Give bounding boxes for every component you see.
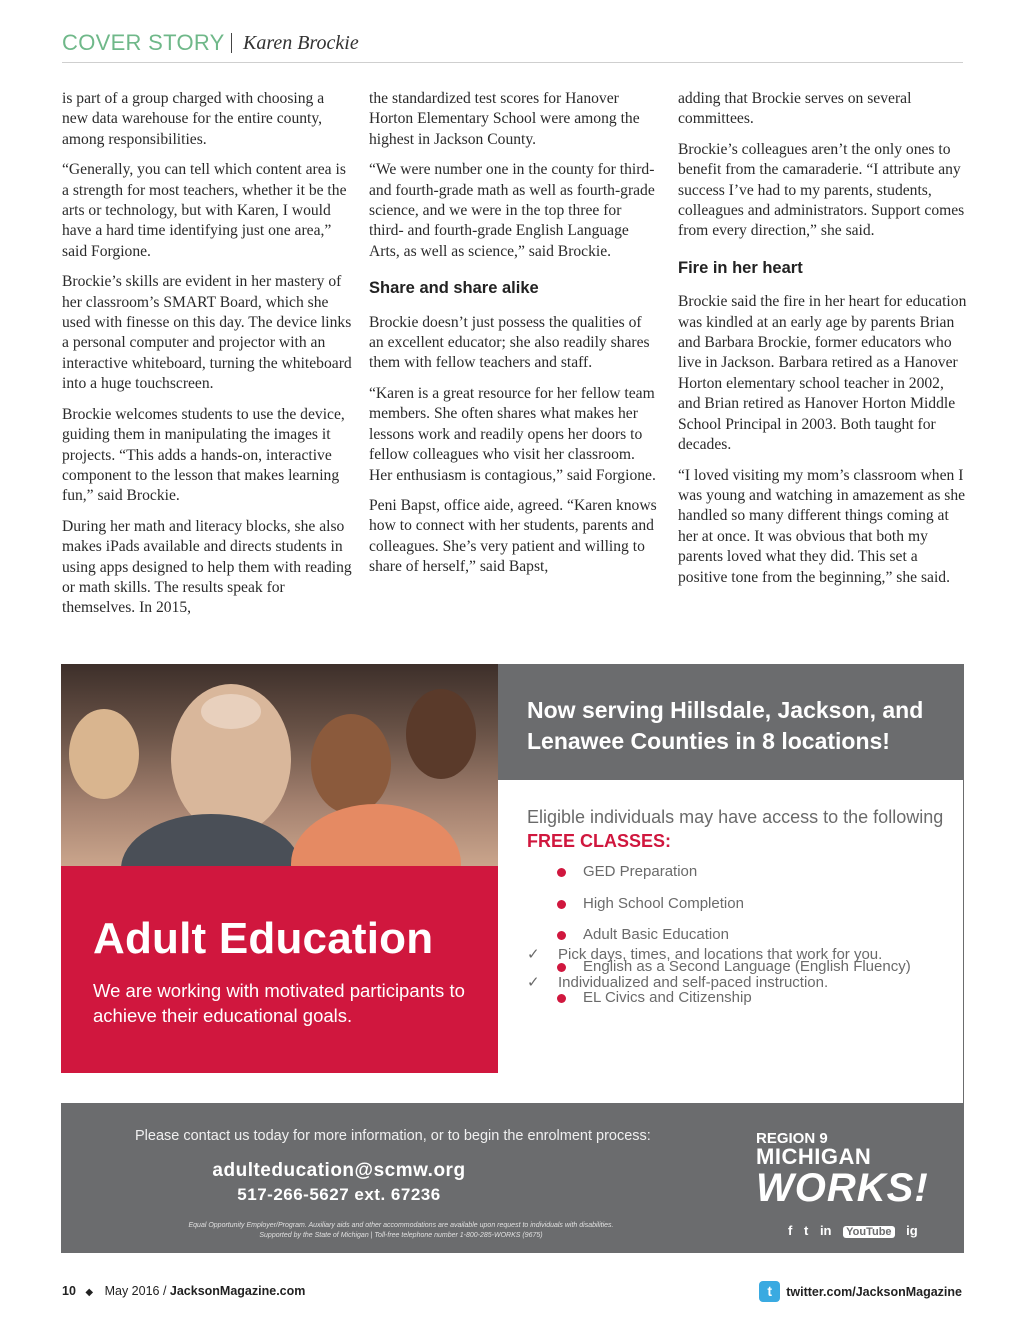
paragraph: “Generally, you can tell which content area is a strength for most teachers, whether it be the arts or technology, but with Karen, I would have a hard time identifying just one area,” said Forgione.	[62, 161, 347, 260]
class-name: GED Preparation	[583, 863, 698, 880]
checkmark-icon: ✓	[527, 946, 540, 963]
twitter-bird-icon: t	[759, 1281, 780, 1302]
page-header	[62, 30, 963, 63]
benefit-list	[527, 945, 882, 1001]
bullet-icon	[557, 931, 566, 940]
ad-classes-panel	[498, 780, 963, 1073]
benefit-text: Pick days, times, and locations that work for you.	[558, 946, 883, 963]
paragraph: Brockie welcomes students to use the device, guiding them in manipulating the images it projects. “This adds a hands-on, interactive component to the lesson that makes learning fun,” said Brockie.	[62, 405, 345, 505]
bullet-icon	[557, 900, 566, 909]
ad-title: Adult Education	[93, 914, 434, 963]
ad-photo	[61, 664, 498, 866]
ad-subtitle: We are working with motivated participants to achieve their educational goals.	[93, 980, 465, 1026]
ad-intro-text: Eligible individuals may have access to the following	[527, 807, 944, 827]
free-classes-label: FREE CLASSES:	[527, 831, 672, 851]
section-label: COVER STORY	[62, 30, 225, 55]
paragraph: “I loved visiting my mom’s classroom when I was young and watching in amazement as she handled so many different things coming at her at once. It was obvious that both my parents loved what they did. This set a positive tone from the beginning,” she said.	[678, 466, 966, 586]
benefit-text: Individualized and self-paced instruction.	[558, 974, 829, 991]
paragraph: Brockie said the fire in her heart for education was kindled at an early age by parents Brian and Barbara Brockie, former educators who live in Jackson. Barbara retired as a Hanover Horton elementary school teacher in 2002, and Brian retired as Hanover Horton Middle School Principal in 2003. Both taught for decades.	[678, 293, 967, 454]
paragraph: During her math and literacy blocks, she also makes iPads available and directs students in using apps designed to help them with reading or math skills. The results speak for themselves. In 2015,	[62, 517, 352, 617]
logo-line-3: WORKS!	[756, 1166, 929, 1210]
class-name: EL Civics and Citizenship	[583, 989, 752, 1006]
ad-intro	[527, 805, 947, 853]
fine-print-line: Equal Opportunity Employer/Program. Auxiliary aids and other accommodations are available upon request to individuals with disabilities.	[188, 1222, 614, 1229]
contact-phone[interactable]: 517-266-5627 ext. 67236	[237, 1185, 441, 1204]
author-name: Karen Brockie	[243, 32, 359, 54]
class-name: Adult Basic Education	[583, 926, 729, 943]
paragraph: is part of a group charged with choosing a new data warehouse for the entire county, among responsibilities.	[62, 90, 325, 148]
ad-contact-panel	[61, 1103, 964, 1253]
twitter-handle[interactable]: twitter.com/JacksonMagazine	[786, 1284, 962, 1299]
website-link[interactable]: JacksonMagazine.com	[169, 1284, 306, 1298]
article-column-2	[369, 89, 659, 588]
linkedin-icon[interactable]: in	[819, 1223, 832, 1238]
subheading: Share and share alike	[369, 279, 539, 298]
class-name: English as a Second Language (English Fluency)	[583, 957, 911, 975]
facebook-icon[interactable]: f	[788, 1223, 793, 1238]
contact-prompt: Please contact us today for more information, or to begin the enrolment process:	[135, 1128, 651, 1144]
checkmark-icon: ✓	[527, 974, 540, 991]
diamond-icon: ◆	[85, 1287, 94, 1298]
paragraph: Brockie’s skills are evident in her mastery of her classroom’s SMART Board, which she used with finesse on this day. The device links a personal computer and projector with an interactive whiteboard, turning the whiteboard into a huge touchscreen.	[62, 273, 352, 393]
list-item	[557, 894, 911, 926]
logo-line-1: REGION 9	[756, 1130, 828, 1147]
contact-email[interactable]: adulteducation@scmw.org	[212, 1160, 466, 1181]
paragraph: the standardized test scores for Hanover Horton Elementary School were among the highest in Jackson County.	[369, 90, 640, 148]
paragraph: “Karen is a great resource for her fellow team members. She often shares what makes her lessons work and readily opens her doors to fellow colleagues who visit her classroom. Her enthusiasm is contagious,” said Forgione.	[369, 384, 656, 484]
class-name: High School Completion	[583, 894, 744, 912]
ad-divider-strip	[61, 1073, 963, 1103]
michigan-works-logo	[756, 1131, 941, 1208]
paragraph: Peni Bapst, office aide, agreed. “Karen knows how to connect with her students, parents and colleagues. She’s very patient and willing to share of herself,” said Bapst,	[369, 496, 657, 576]
issue-date: May 2016 /	[104, 1284, 167, 1298]
fine-print-line: Supported by the State of Michigan | Toll-free telephone number 1-800-285-WORKS (9675)	[259, 1232, 543, 1239]
adult-education-ad[interactable]	[61, 664, 964, 1253]
subheading: Fire in her heart	[678, 258, 803, 277]
article-column-3	[678, 89, 968, 598]
page-number: 10	[62, 1284, 76, 1298]
twitter-icon[interactable]: t	[803, 1223, 809, 1238]
header-divider	[231, 33, 232, 53]
logo-line-2: MICHIGAN	[756, 1144, 872, 1169]
fine-print	[101, 1221, 701, 1241]
paragraph: “We were number one in the county for third- and fourth-grade math as well as fourth-grade science, and we were in the top three for third- and fourth-grade English Language Arts, as well as science,” said Brockie.	[369, 161, 655, 260]
page-footer-right[interactable]	[759, 1281, 962, 1302]
list-item	[527, 945, 882, 973]
instagram-icon[interactable]: ig	[906, 1223, 918, 1238]
paragraph: Brockie’s colleagues aren’t the only ones to benefit from the camaraderie. “I attribute any success I’ve had to my parents, students, colleagues and administrators. Support comes from every direction,” she said.	[678, 140, 965, 240]
youtube-icon[interactable]: YouTube	[843, 1226, 894, 1238]
paragraph: Brockie doesn’t just possess the qualities of an excellent educator; she also readily shares them with fellow teachers and staff.	[369, 313, 650, 372]
article-column-1	[62, 89, 352, 629]
social-icons	[788, 1223, 926, 1238]
paragraph: adding that Brockie serves on several committees.	[678, 90, 912, 128]
ad-banner-text: Now serving Hillsdale, Jackson, and Lenawee Counties in 8 locations!	[527, 697, 924, 754]
ad-title-panel	[61, 866, 498, 1073]
list-item	[527, 973, 882, 1001]
list-item	[557, 862, 911, 894]
page-footer-left	[62, 1284, 305, 1298]
ad-banner	[498, 664, 964, 780]
bullet-icon	[557, 868, 566, 877]
